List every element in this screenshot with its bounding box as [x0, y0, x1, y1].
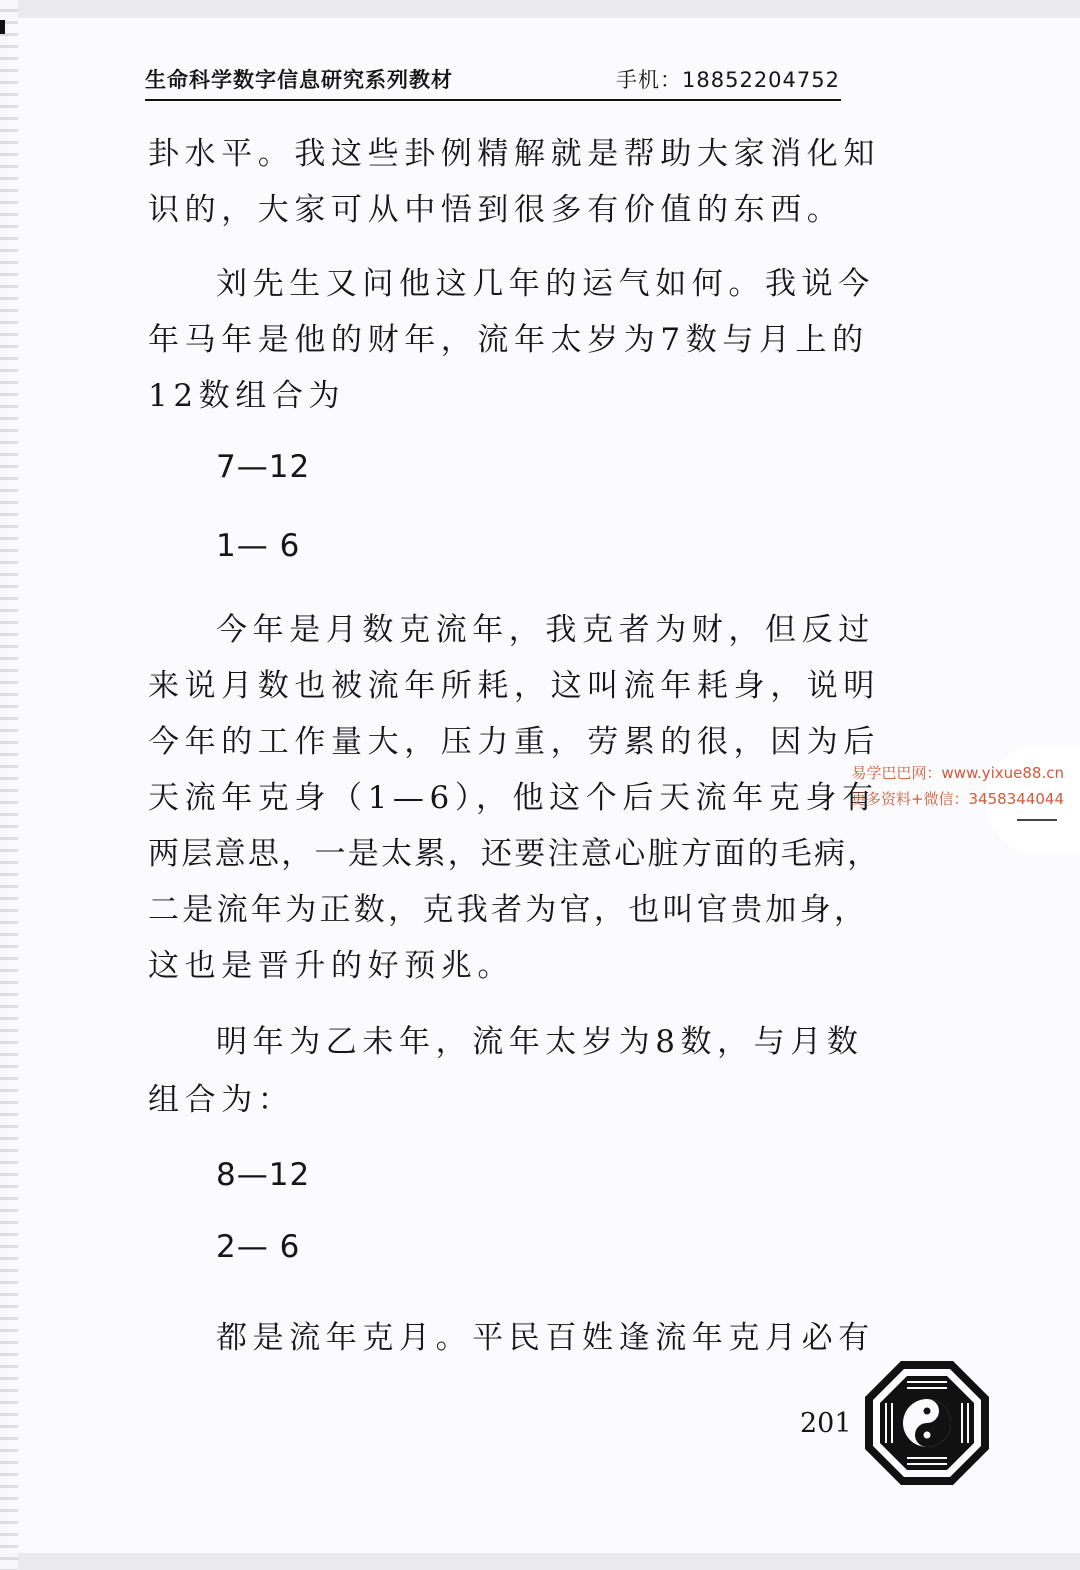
- formula-line: 1— 6: [216, 528, 301, 564]
- page-header: [145, 64, 840, 98]
- bagua-emblem-icon: [862, 1358, 992, 1488]
- text-line: 来说月数也被流年所耗，这叫流年耗身，说明: [148, 668, 880, 704]
- text-line: 刘先生又问他这几年的运气如何。我说今: [216, 266, 875, 302]
- text-line: 年马年是他的财年，流年太岁为7数与月上的: [148, 322, 869, 358]
- text-line: 今年的工作量大，压力重，劳累的很，因为后: [148, 724, 880, 760]
- watermark-line-2: 更多资料+微信：3458344044: [850, 790, 1064, 808]
- binding-holes: [0, 0, 18, 1570]
- header-divider: [145, 99, 841, 101]
- text-line: 识的，大家可从中悟到很多有价值的东西。: [148, 192, 844, 228]
- formula-line: 7—12: [216, 449, 311, 485]
- text-line: 组合为：: [148, 1082, 295, 1118]
- corner-mark: [0, 20, 5, 34]
- page-number: 201: [800, 1408, 852, 1439]
- formula-line: 2— 6: [216, 1229, 301, 1265]
- phone-number: 手机：18852204752: [616, 68, 840, 92]
- formula-line: 8—12: [216, 1157, 311, 1193]
- text-line: 卦水平。我这些卦例精解就是帮助大家消化知: [148, 136, 880, 172]
- watermark-line-1: 易学巴巴网：www.yixue88.cn: [851, 764, 1064, 782]
- text-line: 12数组合为: [148, 378, 346, 414]
- text-line: 这也是晋升的好预兆。: [148, 948, 514, 984]
- text-line: 天流年克身（1—6），他这个后天流年克身有: [148, 780, 879, 816]
- series-title: 生命科学数字信息研究系列教材: [145, 68, 453, 92]
- watermark-rule: [1017, 819, 1057, 821]
- text-line: 明年为乙未年，流年太岁为8数，与月数: [216, 1024, 864, 1060]
- text-line: 两层意思，一是太累，还要注意心脏方面的毛病，: [148, 836, 881, 872]
- text-line: 今年是月数克流年，我克者为财，但反过: [216, 612, 875, 648]
- text-line: 二是流年为正数，克我者为官，也叫官贵加身，: [148, 892, 869, 928]
- text-line: 都是流年克月。平民百姓逢流年克月必有: [216, 1320, 875, 1356]
